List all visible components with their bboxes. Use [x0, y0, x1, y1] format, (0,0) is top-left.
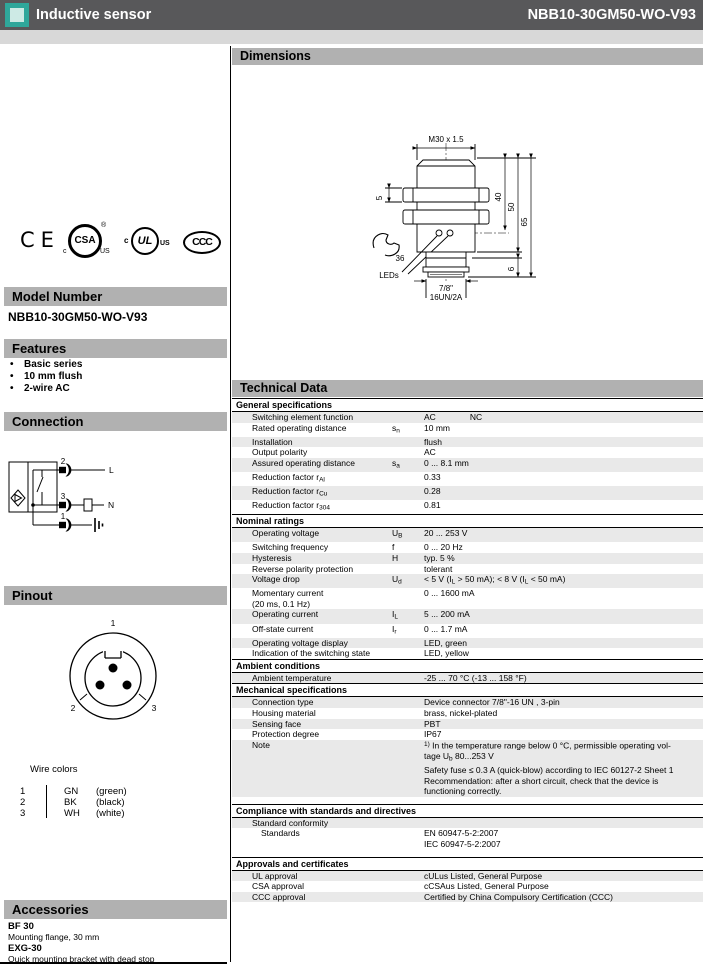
pin2-label: 2	[60, 457, 66, 466]
spec-value: 0 ... 1600 mA	[424, 588, 475, 599]
wire-color-name: (black)	[96, 797, 125, 808]
spec-row	[232, 740, 703, 797]
features-heading: Features	[4, 339, 227, 358]
section-gap	[232, 850, 703, 857]
spec-label: CCC approval	[252, 891, 306, 902]
spec-row	[232, 609, 703, 623]
dim-40-label: 40	[494, 192, 503, 202]
spec-value: 5 ... 200 mA	[424, 609, 470, 620]
spec-value: tolerant	[424, 563, 453, 574]
dim-65-label: 65	[520, 217, 529, 227]
csa-us-label: US	[100, 248, 110, 255]
spec-value: cULus Listed, General Purpose	[424, 870, 543, 881]
spec-label: Momentary current (20 ms, 0.1 Hz)	[252, 588, 324, 609]
section-gap	[232, 797, 703, 804]
spec-label: Assured operating distance	[252, 457, 356, 468]
spec-value-2: NC	[469, 412, 483, 422]
spec-value: typ. 5 %	[424, 552, 455, 563]
dim-50-label: 50	[507, 202, 516, 212]
spec-section-header: Mechanical specifications	[232, 683, 703, 697]
spec-section-header: General specifications	[232, 398, 703, 412]
spec-label: CSA approval	[252, 881, 304, 892]
spec-row	[232, 673, 703, 684]
spec-value: LED, yellow	[424, 648, 469, 659]
spec-symbol: f	[392, 542, 395, 553]
spec-symbol: $s_a$	[392, 457, 400, 470]
spec-value: 0.28	[424, 486, 441, 497]
pinout-pin1-label: 1	[110, 618, 116, 628]
pinout-pin3-label: 3	[151, 703, 157, 713]
spec-symbol: $U_B$	[392, 528, 403, 540]
spec-value: brass, nickel-plated	[424, 707, 498, 718]
spec-symbol: $U_d$	[392, 574, 402, 586]
wire-code: WH	[64, 808, 80, 819]
spec-value: cCSAus Listed, General Purpose	[424, 881, 549, 892]
leds-label: LEDs	[379, 271, 399, 280]
spec-row	[232, 447, 703, 458]
accessory-name: EXG-30	[8, 943, 42, 954]
spec-row	[232, 486, 703, 500]
spec-value: EN 60947-5-2:2007 IEC 60947-5-2:2007	[424, 828, 501, 849]
technical-data-table	[232, 398, 703, 902]
spec-symbol: $I_L$	[392, 609, 398, 621]
spec-label: Hysteresis	[252, 552, 292, 563]
spec-row	[232, 828, 703, 849]
spec-section-header: Compliance with standards and directives	[232, 804, 703, 818]
spec-label: Installation	[252, 436, 293, 447]
wire-code: GN	[64, 786, 79, 797]
spec-row	[232, 458, 703, 472]
spec-value: LED, green	[424, 637, 467, 648]
accessory-name: BF 30	[8, 921, 34, 932]
spec-label: Protection degree	[252, 729, 320, 740]
spec-section-header: Approvals and certificates	[232, 857, 703, 871]
spec-label: Connection type	[252, 697, 314, 708]
spec-label: Operating voltage display	[252, 637, 348, 648]
spec-value: 0 ... 1.7 mA	[424, 623, 468, 634]
feature-item: • 10 mm flush	[10, 371, 83, 382]
spec-row	[232, 881, 703, 892]
csa-mark-icon: CSA	[68, 224, 102, 258]
spec-label: Sensing face	[252, 718, 302, 729]
page-title: Inductive sensor	[36, 7, 152, 23]
spec-row	[232, 892, 703, 903]
dim-6-label: 6	[507, 266, 516, 272]
bullet-icon: •	[10, 371, 14, 382]
spec-row	[232, 500, 703, 514]
connection-diagram	[0, 430, 232, 560]
spec-label: Note	[252, 739, 270, 750]
accessory-description: Mounting flange, 30 mm	[8, 932, 100, 942]
spec-label: Reduction factor $r_{304}$	[252, 500, 330, 512]
pinout-diagram	[0, 608, 232, 753]
wire-pin: 2	[20, 797, 26, 808]
connector-thread-label: 16UN/2A	[429, 293, 463, 302]
ul-c-label: c	[124, 236, 129, 245]
thread-dimension-label: M30 x 1.5	[428, 135, 464, 144]
technical-data-heading: Technical Data	[232, 380, 703, 397]
spec-section-header: Nominal ratings	[232, 514, 703, 528]
spec-value: AC	[424, 447, 436, 458]
spec-row	[232, 437, 703, 448]
spec-value: flush	[424, 436, 442, 447]
spec-label: Operating voltage	[252, 528, 320, 539]
model-number-heading: Model Number	[4, 287, 227, 306]
spec-row	[232, 553, 703, 564]
spec-row	[232, 729, 703, 740]
spec-value: Certified by China Compulsory Certification (CCC)	[424, 891, 613, 902]
nut-height-label: 5	[375, 195, 384, 201]
connector-size-label: 7/8"	[439, 284, 453, 293]
header-model-number: NBB10-30GM50-WO-V93	[527, 7, 696, 23]
wire-colors-divider	[46, 785, 47, 818]
top-header-bar	[0, 0, 703, 30]
spec-label: Ambient temperature	[252, 672, 332, 683]
spec-row	[232, 528, 703, 542]
spec-value: 0 ... 20 Hz	[424, 542, 463, 553]
spec-section-header: Ambient conditions	[232, 659, 703, 673]
pin1-label: 1	[60, 512, 66, 521]
spec-row	[232, 624, 703, 638]
pinout-heading: Pinout	[4, 586, 227, 605]
bullet-icon: •	[10, 383, 14, 394]
feature-item: • 2-wire AC	[10, 383, 70, 394]
spec-value: $^{1)}$ In the temperature range below 0 °C, permissible operating vol- tage $U_b$ 80...253 V Safety fuse ≤ 0.3 A (quick-blow) according to IEC 60127-2 Sheet 1 Recommendation: after a short circuit, check that the device is functioning correctly.	[424, 740, 674, 797]
model-number-value: NBB10-30GM50-WO-V93	[8, 310, 148, 324]
spec-label: Switching frequency	[252, 542, 329, 553]
spec-label: Indication of the switching state	[252, 648, 371, 659]
wire-pin: 1	[20, 786, 26, 797]
wire-color-name: (green)	[96, 786, 127, 797]
spec-row	[232, 574, 703, 588]
spec-label: Standards	[261, 828, 300, 839]
spec-value: -25 ... 70 °C (-13 ... 158 °F)	[424, 672, 527, 683]
spec-symbol: $I_r$	[392, 623, 397, 635]
spec-value: AC NC	[424, 412, 483, 422]
spec-row	[232, 708, 703, 719]
spec-label: UL approval	[252, 870, 298, 881]
spec-value: 0 ... 8.1 mm	[424, 457, 469, 468]
spec-label: Reduction factor $r_{Cu}$	[252, 486, 328, 498]
spec-label: Housing material	[252, 707, 316, 718]
spec-row	[232, 542, 703, 553]
spec-value: < 5 V ($I_L > 50$ mA); < 8 V ($I_L < 50$ mA)	[424, 574, 566, 586]
spec-value: Device connector 7/8"-16 UN , 3-pin	[424, 697, 560, 708]
spec-label: Rated operating distance	[252, 422, 347, 433]
spec-label: Voltage drop	[252, 574, 300, 585]
spec-label: Reverse polarity protection	[252, 563, 354, 574]
ce-mark-icon: CE	[20, 228, 60, 252]
spec-value: PBT	[424, 718, 441, 729]
spec-row	[232, 871, 703, 882]
pin3-label: 3	[60, 492, 66, 501]
spec-label: Output polarity	[252, 447, 308, 458]
spec-value: 0.33	[424, 471, 441, 482]
dimension-drawing	[232, 65, 703, 315]
wrench-size-label: 36	[395, 254, 405, 263]
spec-value: 20 ... 253 V	[424, 528, 468, 539]
pinout-pin2-label: 2	[70, 703, 76, 713]
wrench-icon	[373, 234, 399, 256]
wire-code: BK	[64, 797, 77, 808]
neutral-terminal-label: N	[108, 500, 115, 510]
ul-mark-icon: UL	[131, 227, 159, 255]
accessory-description: Quick mounting bracket with dead stop	[8, 954, 155, 964]
spec-row	[232, 638, 703, 649]
dimensions-heading: Dimensions	[232, 48, 703, 65]
spec-row	[232, 472, 703, 486]
spec-row	[232, 818, 703, 829]
spec-row	[232, 697, 703, 708]
spec-row	[232, 648, 703, 659]
bullet-icon: •	[10, 359, 14, 370]
wire-pin: 3	[20, 808, 26, 819]
spec-row	[232, 719, 703, 730]
csa-c-label: c	[63, 248, 67, 255]
spec-label: Operating current	[252, 609, 319, 620]
csa-registered-label: ®	[101, 222, 107, 229]
spec-label: Reduction factor $r_{Al}$	[252, 471, 325, 484]
brand-accent-icon	[5, 3, 29, 27]
line-terminal-label: L	[109, 465, 114, 475]
wire-colors-heading: Wire colors	[30, 764, 78, 775]
wire-color-name: (white)	[96, 808, 125, 819]
spec-value: 0.81	[424, 500, 441, 511]
connection-heading: Connection	[4, 412, 227, 431]
ccc-mark-icon: CCC	[183, 231, 221, 254]
feature-item: • Basic series	[10, 359, 83, 370]
spec-row	[232, 412, 703, 423]
header-substrip	[0, 30, 703, 44]
spec-value: 10 mm	[424, 422, 450, 433]
spec-label: Off-state current	[252, 623, 314, 634]
spec-symbol: H	[392, 552, 399, 563]
spec-row	[232, 588, 703, 609]
spec-row	[232, 564, 703, 575]
spec-value: IP67	[424, 729, 442, 740]
spec-symbol: $s_n$	[392, 422, 400, 435]
spec-label: Standard conformity	[252, 817, 329, 828]
accessories-heading: Accessories	[4, 900, 227, 919]
ul-us-label: US	[160, 240, 170, 247]
spec-row	[232, 423, 703, 437]
spec-label: Switching element function	[252, 412, 354, 422]
